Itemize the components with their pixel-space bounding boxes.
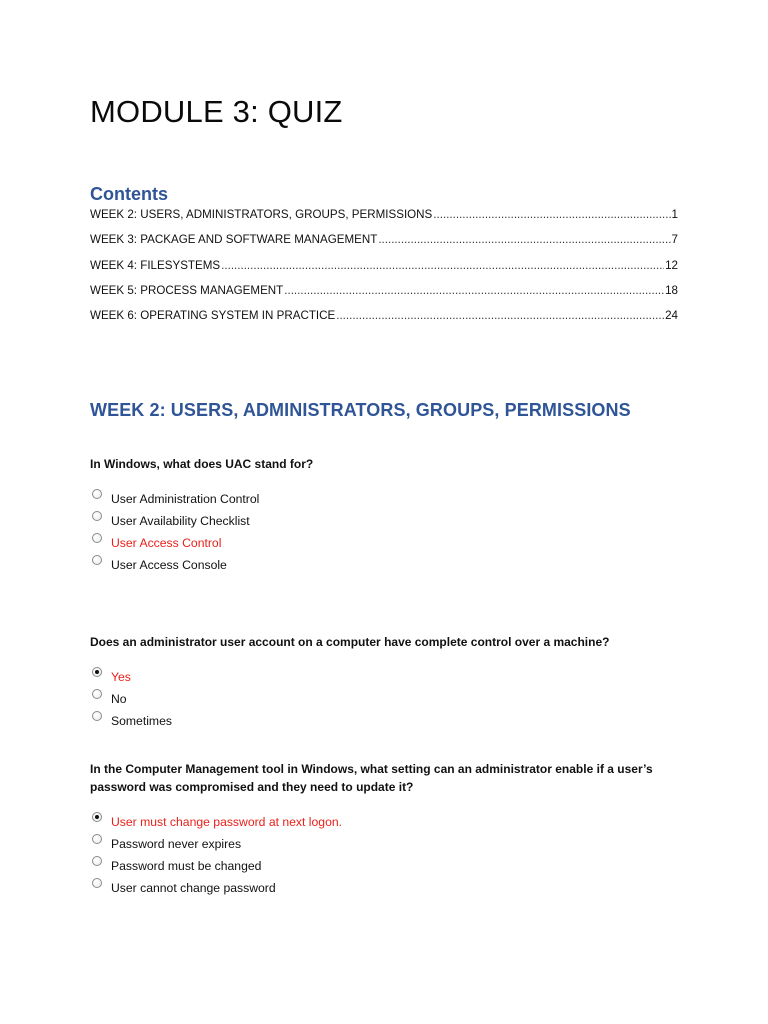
toc-page-number: 1 — [671, 208, 678, 221]
toc-entry-week-5[interactable] — [90, 284, 678, 309]
answer-option[interactable] — [90, 833, 690, 855]
answer-option[interactable] — [90, 688, 690, 710]
toc-entry-label: WEEK 4: FILESYSTEMS — [90, 258, 221, 272]
toc-entry-label: WEEK 5: PROCESS MANAGEMENT — [90, 283, 284, 297]
answer-option[interactable] — [90, 488, 690, 510]
answer-option[interactable] — [90, 877, 690, 899]
toc-entry-label: WEEK 6: OPERATING SYSTEM IN PRACTICE — [90, 309, 336, 323]
answer-label: User Administration Control — [111, 492, 260, 506]
toc-leader-dots — [378, 233, 670, 246]
toc-leader-dots — [336, 309, 664, 322]
radio-unselected-icon[interactable] — [92, 555, 102, 565]
answer-option[interactable] — [90, 554, 690, 576]
question-text — [90, 760, 690, 796]
answer-label: User Availability Checklist — [111, 514, 250, 528]
answer-label: User Access Control — [111, 536, 222, 550]
answer-option[interactable] — [90, 855, 690, 877]
question-text-line: password was compromised and they need to update it? — [90, 780, 414, 794]
table-of-contents — [90, 208, 678, 334]
toc-page-number: 18 — [665, 283, 678, 297]
toc-page-number: 12 — [665, 258, 678, 272]
radio-selected-icon[interactable] — [92, 812, 102, 822]
radio-unselected-icon[interactable] — [92, 856, 102, 866]
toc-entry-week-3[interactable] — [90, 233, 678, 258]
toc-leader-dots — [221, 259, 664, 272]
radio-unselected-icon[interactable] — [92, 511, 102, 521]
answer-option-correct[interactable] — [90, 666, 690, 688]
radio-unselected-icon[interactable] — [92, 834, 102, 844]
answer-label: User Access Console — [111, 558, 227, 572]
answer-label: Sometimes — [111, 714, 172, 728]
answer-label: Password never expires — [111, 837, 242, 851]
question-text: In Windows, what does UAC stand for? — [90, 457, 314, 471]
radio-selected-icon[interactable] — [92, 667, 102, 677]
toc-entry-label: WEEK 2: USERS, ADMINISTRATORS, GROUPS, PERMISSIONS — [90, 208, 433, 221]
answer-label: User cannot change password — [111, 881, 276, 895]
page-title: MODULE 3: QUIZ — [90, 94, 343, 129]
question-text-line: In the Computer Management tool in Windows, what setting can an administrator enable if a user’s — [90, 762, 653, 776]
answer-options — [90, 811, 690, 899]
answer-label: Password must be changed — [111, 859, 262, 873]
toc-leader-dots — [433, 208, 670, 221]
question-text: Does an administrator user account on a computer have complete control over a machine? — [90, 635, 610, 649]
radio-unselected-icon[interactable] — [92, 711, 102, 721]
question-1 — [90, 455, 690, 576]
toc-entry-label: WEEK 3: PACKAGE AND SOFTWARE MANAGEMENT — [90, 233, 378, 247]
answer-option-correct[interactable] — [90, 811, 690, 833]
question-3 — [90, 760, 690, 899]
radio-unselected-icon[interactable] — [92, 878, 102, 888]
answer-label: Yes — [111, 670, 131, 684]
question-2 — [90, 633, 690, 732]
answer-option[interactable] — [90, 510, 690, 532]
toc-entry-week-6[interactable] — [90, 309, 678, 334]
toc-heading: Contents — [90, 184, 168, 204]
toc-entry-week-4[interactable] — [90, 259, 678, 284]
toc-entry-week-2[interactable] — [90, 208, 678, 233]
answer-label: User must change password at next logon. — [111, 815, 343, 829]
toc-leader-dots — [284, 284, 664, 297]
answer-options — [90, 666, 690, 732]
radio-unselected-icon[interactable] — [92, 689, 102, 699]
toc-page-number: 24 — [665, 309, 678, 323]
answer-option[interactable] — [90, 710, 690, 732]
section-heading: WEEK 2: USERS, ADMINISTRATORS, GROUPS, PERMISSIONS — [90, 400, 631, 420]
answer-options — [90, 488, 690, 576]
toc-page-number: 7 — [671, 233, 678, 247]
answer-label: No — [111, 692, 127, 706]
answer-option-correct[interactable] — [90, 532, 690, 554]
radio-unselected-icon[interactable] — [92, 489, 102, 499]
radio-unselected-icon[interactable] — [92, 533, 102, 543]
